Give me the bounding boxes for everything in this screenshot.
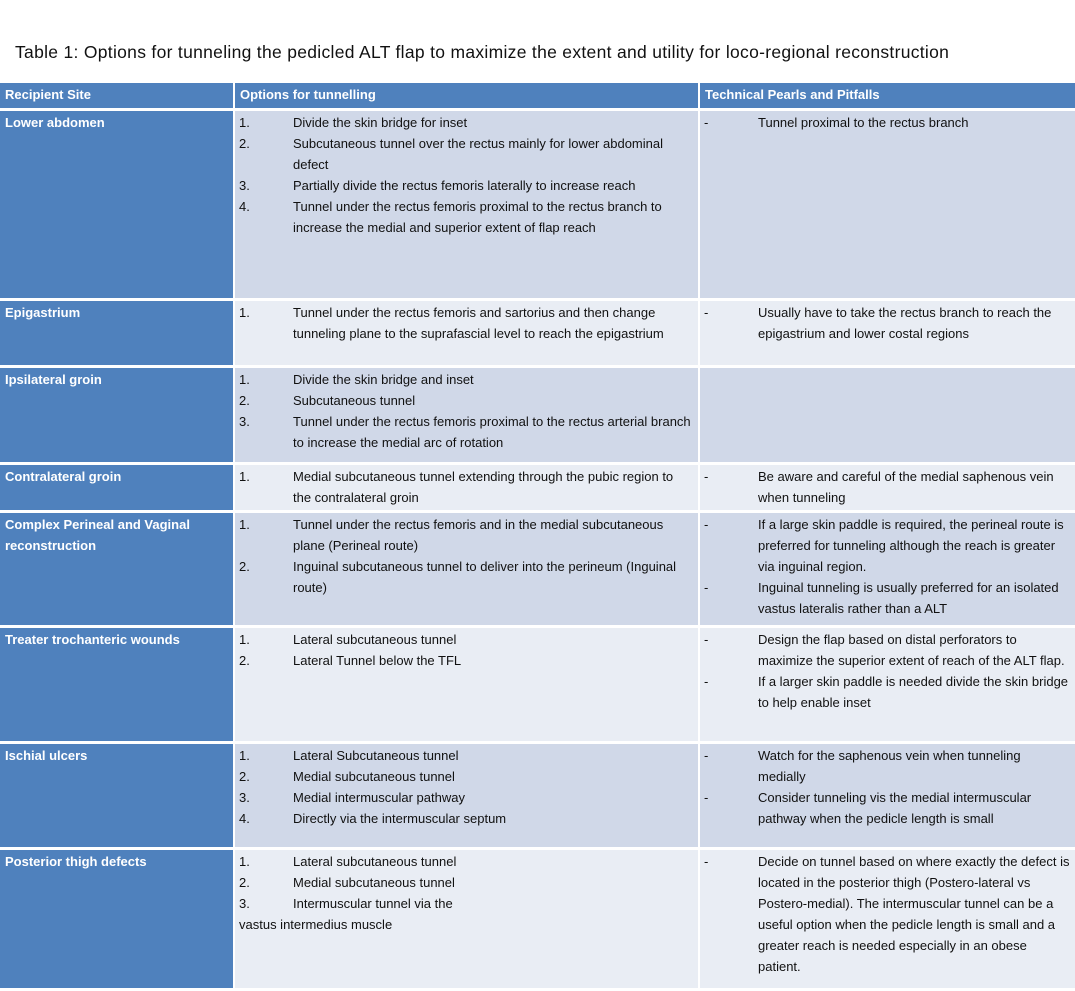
table-row: [0, 109, 1075, 299]
option-text: Medial subcutaneous tunnel: [293, 768, 455, 784]
option-item: [235, 390, 694, 411]
options-cell: [234, 299, 699, 366]
pearl-text: Design the flap based on distal perforators to maximize the superior extent of reach of the ALT flap.: [758, 631, 1065, 668]
pearl-text: If a large skin paddle is required, the perineal route is preferred for tunneling although the reach is greater via inguinal region.: [758, 516, 1064, 574]
recipient-site-cell: Complex Perineal and Vaginal reconstruction: [0, 511, 234, 626]
recipient-site-cell: Lower abdomen: [0, 109, 234, 299]
option-item: [235, 629, 694, 650]
option-text: Lateral subcutaneous tunnel: [293, 631, 457, 647]
table-row: [0, 511, 1075, 626]
option-item: [235, 196, 694, 238]
option-text: Lateral Subcutaneous tunnel: [293, 747, 459, 763]
option-number: 1.: [239, 853, 250, 869]
option-text: Lateral Tunnel below the TFL: [293, 652, 462, 668]
options-cell: [234, 848, 699, 988]
recipient-site-cell: Treater trochanteric wounds: [0, 626, 234, 742]
pearl-item: [700, 466, 1071, 508]
pearl-bullet: -: [704, 631, 709, 647]
option-text: Divide the skin bridge and inset: [293, 371, 474, 387]
pearl-text: Inguinal tunneling is usually preferred for an isolated vastus lateralis rather than a ALT: [758, 579, 1059, 616]
option-text: Tunnel under the rectus femoris proximal to the rectus branch to increase the medial and superior extent of flap reach: [293, 198, 662, 235]
pearl-item: [700, 671, 1071, 713]
header-recipient-site: Recipient Site: [0, 83, 234, 109]
table-caption: Table 1: Options for tunneling the pedicled ALT flap to maximize the extent and utility for loco-regional reconstruction: [15, 42, 950, 62]
option-text: Medial subcutaneous tunnel: [293, 874, 455, 890]
table-row: [0, 299, 1075, 366]
recipient-site-cell: Contralateral groin: [0, 463, 234, 511]
pearls-cell: [699, 299, 1075, 366]
options-cell: [234, 463, 699, 511]
option-number: 2.: [239, 135, 250, 151]
pearl-bullet: -: [704, 853, 709, 869]
pearls-cell: [699, 366, 1075, 463]
option-item: [235, 872, 694, 893]
pearl-item: [700, 302, 1071, 344]
pearl-bullet: -: [704, 789, 709, 805]
option-text: Subcutaneous tunnel: [293, 392, 416, 408]
option-item: [235, 650, 694, 671]
recipient-site-cell: Epigastrium: [0, 299, 234, 366]
option-text: Inguinal subcutaneous tunnel to deliver into the perineum (Inguinal route): [293, 558, 677, 595]
option-text: Tunnel under the rectus femoris and sartorius and then change tunneling plane to the suprafascial level to reach the epigastrium: [293, 304, 664, 341]
pearl-bullet: -: [704, 304, 709, 320]
pearls-cell: [699, 463, 1075, 511]
option-item: [235, 112, 694, 133]
option-number: 4.: [239, 198, 250, 214]
pearl-item: [700, 629, 1071, 671]
table-row: [0, 366, 1075, 463]
option-number: 4.: [239, 810, 250, 826]
option-number: 2.: [239, 392, 250, 408]
options-cell: [234, 511, 699, 626]
option-number: 1.: [239, 747, 250, 763]
option-item: [235, 808, 694, 829]
pearl-bullet: -: [704, 673, 709, 689]
option-number: 3.: [239, 789, 250, 805]
pearls-cell: [699, 626, 1075, 742]
pearl-bullet: -: [704, 516, 709, 532]
option-number: 1.: [239, 304, 250, 320]
option-number: 2.: [239, 652, 250, 668]
option-text: Subcutaneous tunnel over the rectus mainly for lower abdominal defect: [293, 135, 663, 172]
pearl-item: [700, 112, 1071, 133]
option-text: Medial intermuscular pathway: [293, 789, 465, 805]
option-item: [235, 745, 694, 766]
pearl-text: Watch for the saphenous vein when tunneling medially: [758, 747, 1021, 784]
option-item: [235, 369, 694, 390]
table-header-row: [0, 83, 1075, 109]
pearls-cell: [699, 109, 1075, 299]
option-number: 3.: [239, 177, 250, 193]
option-number: 1.: [239, 516, 250, 532]
option-number: 3.: [239, 413, 250, 429]
pearl-text: If a larger skin paddle is needed divide the skin bridge to help enable inset: [758, 673, 1069, 710]
option-item: [235, 466, 694, 508]
pearl-item: [700, 851, 1071, 977]
recipient-site-cell: Posterior thigh defects: [0, 848, 234, 988]
option-number: 3.: [239, 895, 250, 911]
pearl-text: Tunnel proximal to the rectus branch: [758, 114, 969, 130]
pearl-item: [700, 514, 1071, 577]
option-number: 1.: [239, 371, 250, 387]
option-item: [235, 133, 694, 175]
option-text: Medial subcutaneous tunnel extending through the pubic region to the contralateral groin: [293, 468, 674, 505]
option-text: Intermuscular tunnel via the: [293, 895, 453, 911]
option-item: [235, 175, 694, 196]
pearls-cell: [699, 742, 1075, 848]
table-row: [0, 848, 1075, 988]
option-text: Lateral subcutaneous tunnel: [293, 853, 457, 869]
option-item: [235, 766, 694, 787]
option-continuation: vastus intermedius muscle: [239, 916, 393, 932]
option-item: [235, 556, 694, 598]
pearl-bullet: -: [704, 114, 709, 130]
pearl-item: [700, 745, 1071, 787]
pearl-bullet: -: [704, 747, 709, 763]
recipient-site-cell: Ipsilateral groin: [0, 366, 234, 463]
option-item: [235, 302, 694, 344]
option-item: [235, 411, 694, 453]
option-item: [235, 851, 694, 872]
pearl-item: [700, 787, 1071, 829]
option-number: 1.: [239, 114, 250, 130]
table-row: [0, 626, 1075, 742]
option-number: 2.: [239, 768, 250, 784]
pearl-text: Usually have to take the rectus branch to reach the epigastrium and lower costal regions: [758, 304, 1052, 341]
header-options: Options for tunnelling: [234, 83, 699, 109]
option-number: 1.: [239, 631, 250, 647]
option-number: 2.: [239, 874, 250, 890]
pearl-bullet: -: [704, 579, 709, 595]
option-item: [235, 787, 694, 808]
table-row: [0, 463, 1075, 511]
option-number: 2.: [239, 558, 250, 574]
options-cell: [234, 366, 699, 463]
options-cell: [234, 626, 699, 742]
pearls-cell: [699, 848, 1075, 988]
option-text: Tunnel under the rectus femoris proximal to the rectus arterial branch to increase the medial arc of rotation: [293, 413, 691, 450]
header-pearls-pitfalls: Technical Pearls and Pitfalls: [699, 83, 1075, 109]
table-row: [0, 742, 1075, 848]
option-text: Directly via the intermuscular septum: [293, 810, 507, 826]
option-item: [235, 893, 694, 914]
option-item: [235, 514, 694, 556]
pearls-cell: [699, 511, 1075, 626]
tunneling-options-table: [0, 83, 1075, 988]
option-text: Divide the skin bridge for inset: [293, 114, 468, 130]
option-text: Partially divide the rectus femoris laterally to increase reach: [293, 177, 636, 193]
pearl-text: Be aware and careful of the medial saphenous vein when tunneling: [758, 468, 1054, 505]
option-text: Tunnel under the rectus femoris and in the medial subcutaneous plane (Perineal route): [293, 516, 664, 553]
recipient-site-cell: Ischial ulcers: [0, 742, 234, 848]
pearl-text: Decide on tunnel based on where exactly the defect is located in the posterior thigh (Postero-lateral vs Postero-medial). The intermuscular tunnel can be a useful option when the pedicle length is small and a greater reach is needed especially in an obese patient.: [758, 853, 1070, 974]
options-cell: [234, 109, 699, 299]
option-number: 1.: [239, 468, 250, 484]
options-cell: [234, 742, 699, 848]
pearl-bullet: -: [704, 468, 709, 484]
pearl-item: [700, 577, 1071, 619]
pearl-text: Consider tunneling vis the medial intermuscular pathway when the pedicle length is small: [758, 789, 1032, 826]
